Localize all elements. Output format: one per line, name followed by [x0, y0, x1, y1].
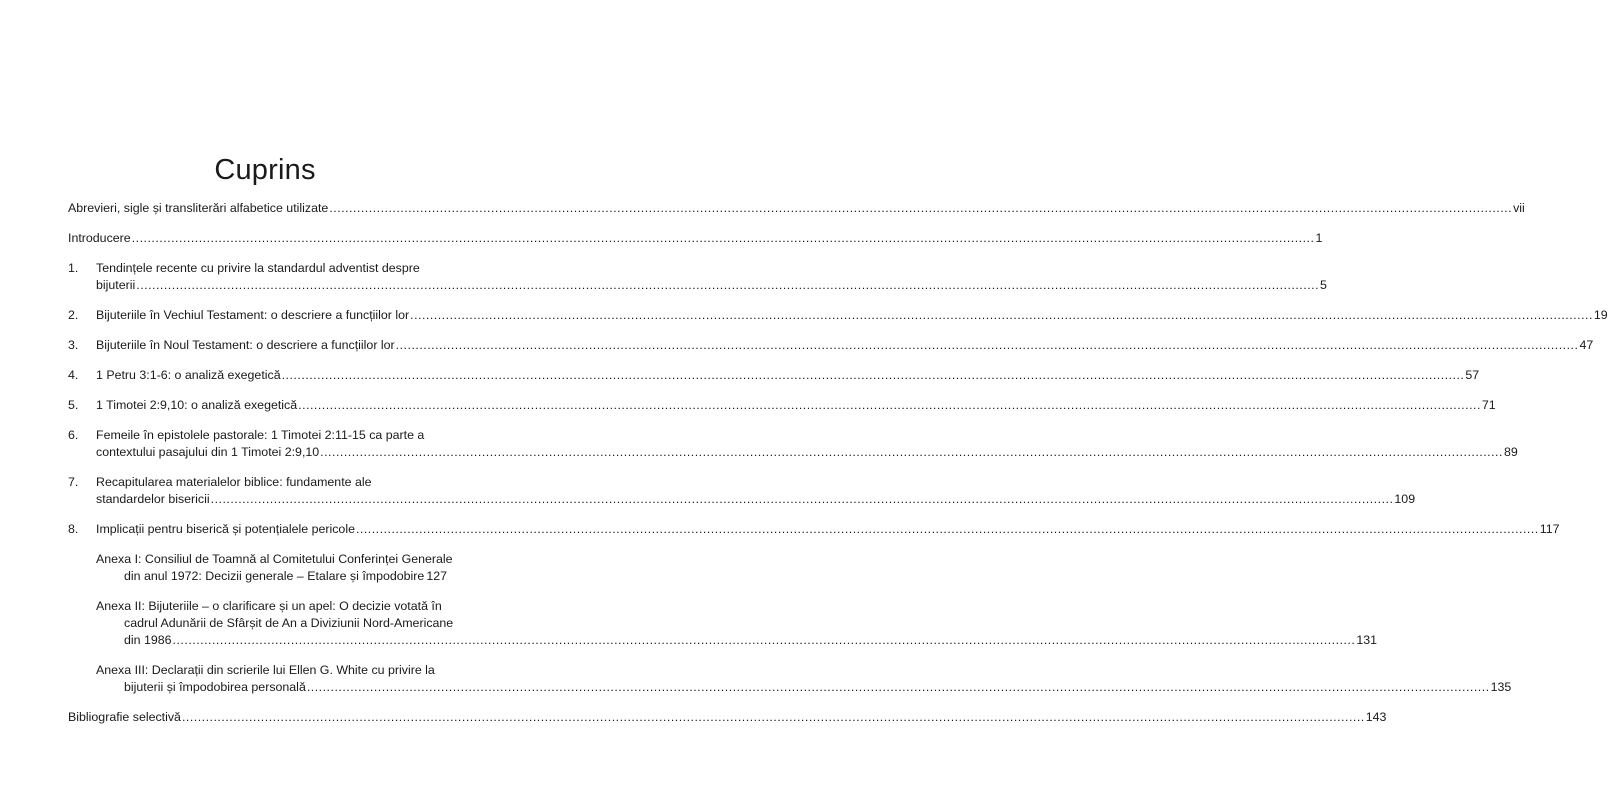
toc-entry-title: din 1986	[124, 633, 172, 647]
toc-entry-page-number: 5	[1320, 278, 1327, 292]
toc-entry-page-number: 143	[1365, 710, 1387, 724]
toc-entry-text-line: Anexa I: Consiliul de Toamnă al Comitetului Conferinței Generale	[96, 552, 453, 566]
toc-entry-leader-line	[96, 491, 1416, 508]
toc-entry-page-number: 117	[1539, 522, 1560, 536]
toc-entry-leader-line	[96, 521, 1560, 538]
dot-leader: ............................................................................................................................................................................................................................................................................................................	[320, 445, 1503, 459]
toc-entry[interactable]	[68, 307, 1608, 324]
toc-entry[interactable]	[68, 662, 1512, 696]
toc-entry[interactable]	[68, 200, 1525, 217]
toc-entry-leader-line	[96, 307, 1608, 324]
toc-entry-number: 1.	[68, 261, 79, 275]
toc-entry-page-number: 109	[1394, 492, 1416, 506]
toc-entry[interactable]	[68, 337, 1594, 354]
dot-leader: ............................................................................................................................................................................................................................................................................................................	[172, 633, 1356, 647]
toc-entry-number: 4.	[68, 368, 79, 382]
toc-entry[interactable]	[68, 598, 1377, 649]
toc-entry-text-line: Anexa II: Bijuteriile – o clarificare și un apel: O decizie votată în	[96, 599, 442, 613]
toc-entry-page-number: 1	[1315, 231, 1323, 245]
toc-entry-leader-line	[96, 337, 1594, 354]
toc-entry-title: Introducere	[68, 231, 131, 245]
toc-entry-page-number: 131	[1356, 633, 1377, 647]
toc-entry-leader-line	[96, 679, 1512, 696]
toc-entry-leader-line	[96, 397, 1496, 414]
toc-entry-title: Abrevieri, sigle și transliterări alfabetice utilizate	[68, 201, 329, 215]
toc-entry-text-line: Recapitularea materialelor biblice: fundamente ale	[96, 475, 372, 489]
toc-entry[interactable]	[68, 427, 1518, 461]
toc-entry-leader-line	[96, 444, 1518, 461]
toc-entry-title: Bijuteriile în Vechiul Testament: o descriere a funcțiilor lor	[96, 308, 410, 322]
toc-entry-page-number: 47	[1579, 338, 1594, 352]
toc-entry-leader-line	[96, 632, 1377, 649]
toc-entry-leader-line	[96, 277, 1327, 294]
toc-entry-text-line: Femeile în epistolele pastorale: 1 Timotei 2:11-15 ca parte a	[96, 428, 425, 442]
dot-leader: ............................................................................................................................................................................................................................................................................................................	[131, 231, 1315, 245]
toc-entry[interactable]	[68, 709, 1387, 726]
toc-entry-title: contextului pasajului din 1 Timotei 2:9,10	[96, 445, 320, 459]
dot-leader: ............................................................................................................................................................................................................................................................................................................	[210, 492, 1394, 506]
toc-entry-title: Bibliografie selectivă	[68, 710, 181, 724]
dot-leader: ............................................................................................................................................................................................................................................................................................................	[298, 398, 1481, 412]
toc-entry-number: 7.	[68, 475, 79, 489]
toc-entry-title: Bijuteriile în Noul Testament: o descriere a funcțiilor lor	[96, 338, 395, 352]
toc-entry[interactable]	[68, 474, 1416, 508]
dot-leader: ............................................................................................................................................................................................................................................................................................................	[181, 710, 1365, 724]
dot-leader: ............................................................................................................................................................................................................................................................................................................	[306, 680, 1490, 694]
dot-leader: ............................................................................................................................................................................................................................................................................................................	[410, 308, 1593, 322]
toc-entry-title: standardelor bisericii	[96, 492, 210, 506]
toc-entry-page-number: 89	[1503, 445, 1518, 459]
toc-entry[interactable]	[68, 397, 1496, 414]
toc-entry-page-number: 57	[1465, 368, 1480, 382]
toc-entry-page-number: vii	[1513, 201, 1525, 215]
toc-entry-title: din anul 1972: Decizii generale – Etalare și împodobire	[124, 569, 425, 583]
toc-entry-number: 5.	[68, 398, 79, 412]
toc-entry-title: 1 Timotei 2:9,10: o analiză exegetică	[96, 398, 298, 412]
toc-entry-page-number: 19	[1593, 308, 1608, 322]
toc-entry-title: bijuterii	[96, 278, 136, 292]
toc-entry-text-line: Tendințele recente cu privire la standardul adventist despre	[96, 261, 420, 275]
toc-entry-number: 6.	[68, 428, 79, 442]
dot-leader: ............................................................................................................................................................................................................................................................................................................	[136, 278, 1320, 292]
dot-leader: ............................................................................................................................................................................................................................................................................................................	[281, 368, 1465, 382]
toc-entry-leader-line	[68, 200, 1525, 217]
dot-leader: ............................................................................................................................................................................................................................................................................................................	[395, 338, 1579, 352]
toc-entry-title: 1 Petru 3:1-6: o analiză exegetică	[96, 368, 281, 382]
toc-entry-number: 8.	[68, 522, 79, 536]
toc-entry-page-number: 127	[426, 569, 447, 583]
toc-entry-page-number: 135	[1490, 680, 1512, 694]
toc-entry[interactable]	[68, 521, 1560, 538]
toc-entry-text-line: Anexa III: Declarații din scrierile lui Ellen G. White cu privire la	[96, 663, 435, 677]
toc-entry-title: Implicații pentru biserică și potențialele pericole	[96, 522, 355, 536]
toc-entry[interactable]	[68, 230, 1323, 247]
toc-entry-page-number: 71	[1481, 398, 1496, 412]
toc-entry-leader-line	[68, 230, 1323, 247]
toc-entry-leader-line	[96, 568, 445, 585]
toc-entry[interactable]	[68, 551, 453, 585]
toc-entry-number: 2.	[68, 308, 79, 322]
toc-entry[interactable]	[68, 260, 1327, 294]
toc-entry[interactable]	[68, 367, 1480, 384]
toc-entry-text-line: cadrul Adunării de Sfârșit de An a Diviziunii Nord-Americane	[124, 616, 454, 630]
table-of-contents	[68, 200, 1608, 739]
toc-entry-leader-line	[96, 367, 1480, 384]
dot-leader: ............................................................................................................................................................................................................................................................................................................	[329, 201, 1513, 215]
page-title: Cuprins	[214, 154, 316, 186]
toc-entry-title: bijuterii și împodobirea personală	[124, 680, 306, 694]
toc-entry-leader-line	[68, 709, 1387, 726]
dot-leader: ............................................................................................................................................................................................................................................................................................................	[355, 522, 1539, 536]
toc-entry-number: 3.	[68, 338, 79, 352]
